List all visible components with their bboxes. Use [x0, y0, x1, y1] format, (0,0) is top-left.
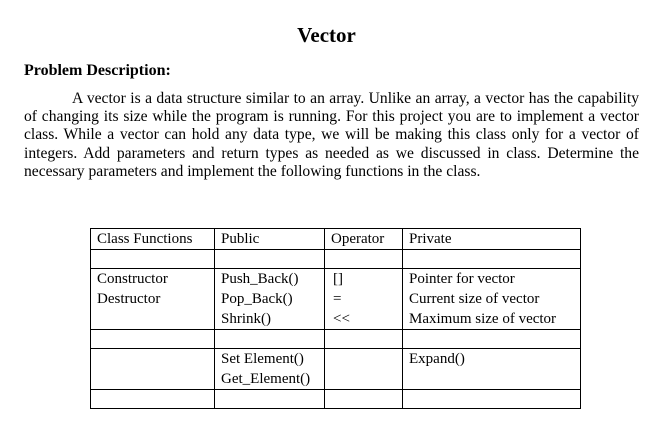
table-spacer-row	[91, 330, 581, 349]
table-cell	[215, 250, 325, 269]
table-cell	[403, 390, 581, 409]
table-cell: Pointer for vector	[403, 269, 581, 290]
table-cell: Constructor	[91, 269, 215, 290]
table-cell	[91, 390, 215, 409]
table-spacer-row	[91, 390, 581, 409]
table-spacer-row	[91, 250, 581, 269]
table-cell: Maximum size of vector	[403, 309, 581, 330]
table-cell	[325, 390, 403, 409]
table-cell: =	[325, 289, 403, 309]
table-cell	[215, 330, 325, 349]
table-cell: <<	[325, 309, 403, 330]
table-row	[91, 289, 581, 309]
table-cell: []	[325, 269, 403, 290]
table-row	[91, 369, 581, 390]
table-cell: Get_Element()	[215, 369, 325, 390]
table-cell	[403, 369, 581, 390]
table-cell	[91, 369, 215, 390]
table-cell: Expand()	[403, 349, 581, 370]
header-class-functions: Class Functions	[91, 229, 215, 250]
table-cell	[325, 369, 403, 390]
class-functions-table	[90, 228, 581, 409]
table-cell: Pop_Back()	[215, 289, 325, 309]
table-row	[91, 269, 581, 290]
table-row	[91, 309, 581, 330]
table-cell	[403, 250, 581, 269]
header-public: Public	[215, 229, 325, 250]
table-cell: Current size of vector	[403, 289, 581, 309]
table-cell	[91, 309, 215, 330]
table-row	[91, 349, 581, 370]
problem-description-paragraph: A vector is a data structure similar to an array. Unlike an array, a vector has the capability of changing its size while the program is running. For this project you are to implement a vector class. While a vector can hold any data type, we will be making this class only for a vector of integers. Add parameters and return types as needed as we discussed in class. Determine the necessary parameters and implement the following functions in the class.	[24, 90, 639, 180]
table-cell: Set Element()	[215, 349, 325, 370]
table-cell	[215, 390, 325, 409]
header-operator: Operator	[325, 229, 403, 250]
table-cell: Push_Back()	[215, 269, 325, 290]
table-cell	[325, 349, 403, 370]
table-cell	[403, 330, 581, 349]
table-cell: Shrink()	[215, 309, 325, 330]
table-cell	[325, 330, 403, 349]
table-cell	[325, 250, 403, 269]
table-cell	[91, 250, 215, 269]
header-private: Private	[403, 229, 581, 250]
table-cell: Destructor	[91, 289, 215, 309]
section-heading: Problem Description:	[24, 62, 171, 79]
table-cell	[91, 349, 215, 370]
document-title: Vector	[297, 23, 356, 47]
table-cell	[91, 330, 215, 349]
table-header-row	[91, 229, 581, 250]
